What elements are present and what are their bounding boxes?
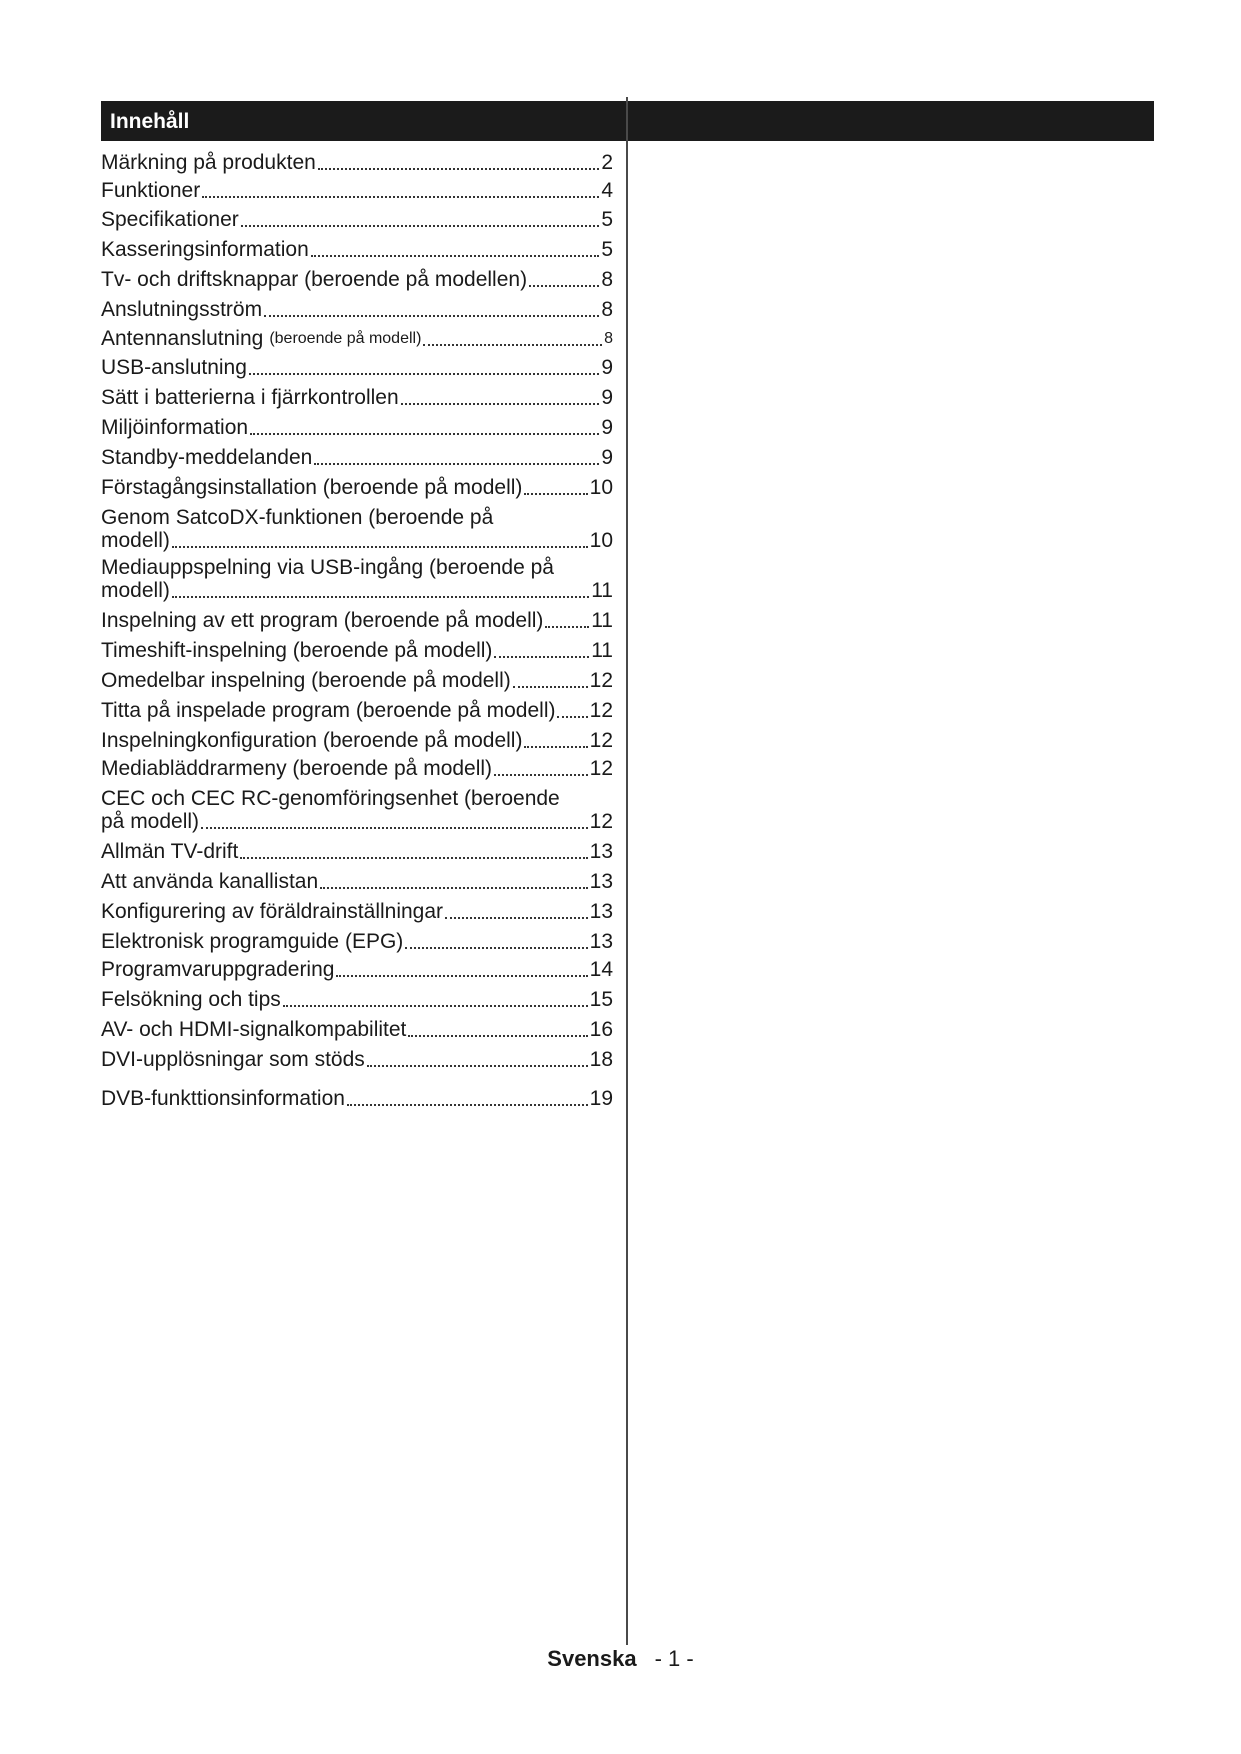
toc-entry-page: 12 [589,669,613,692]
toc-entry[interactable] [101,476,613,499]
toc-leader-dots [249,373,599,375]
toc-entry-title: Att använda kanallistan [101,870,319,893]
toc-leader-dots [172,596,589,598]
toc-leader-dots [201,827,588,829]
toc-entry-title: Timeshift-inspelning (beroende på modell) [101,639,493,662]
toc-entry-page: 9 [601,386,613,409]
toc-entry-page: 12 [589,810,613,833]
toc-entry[interactable] [101,609,613,632]
toc-entry-page: 8 [604,330,613,347]
toc-entry-page: 2 [601,151,613,174]
toc-entry-page: 13 [589,900,613,923]
toc-entry-title: Inspelning av ett program (beroende på modell) [101,609,544,632]
toc-entry-page: 11 [591,579,613,602]
toc-entry-page: 12 [589,729,613,752]
toc-leader-dots [494,656,589,658]
footer-language: Svenska [547,1646,637,1671]
toc-leader-dots [318,168,600,170]
toc-leader-dots [367,1065,588,1067]
page-footer [0,1646,1241,1672]
toc-entry[interactable] [101,268,613,291]
toc-leader-dots [524,746,587,748]
toc-entry[interactable] [101,1048,613,1071]
toc-entry-page: 13 [589,930,613,953]
toc-entry[interactable] [101,1018,613,1041]
toc-entry-page: 16 [589,1018,613,1041]
toc-leader-dots [347,1104,588,1106]
toc-entry-page: 19 [589,1087,613,1110]
toc-leader-dots [423,344,602,346]
toc-entry[interactable] [101,506,613,552]
toc-leader-dots [283,1005,588,1007]
toc-leader-dots [545,626,589,628]
toc-leader-dots [172,546,588,548]
toc-entry-title: Miljöinformation [101,416,249,439]
toc-entry-title: Felsökning och tips [101,988,281,1011]
toc-entry-title: Allmän TV-drift [101,840,239,863]
toc-leader-dots [557,716,587,718]
toc-entry[interactable] [101,151,613,174]
toc-entry-title: Anslutningsström [101,298,263,321]
toc-entry-title: Elektronisk programguide (EPG) [101,930,404,953]
toc-entry-title: Genom SatcoDX-funktionen (beroende på [101,506,494,529]
toc-entry-title: Märkning på produkten [101,151,316,174]
toc-entry[interactable] [101,988,613,1011]
toc-leader-dots [264,315,599,317]
toc-leader-dots [202,196,599,198]
toc-entry-title: DVB-funkttionsinformation [101,1087,345,1110]
toc-entry-title: DVI-upplösningar som stöds [101,1048,365,1071]
toc-entry-title: Konfigurering av föräldrainställningar [101,900,444,923]
toc-leader-dots [445,917,588,919]
toc-entry-page: 11 [591,609,613,632]
toc-leader-dots [524,493,587,495]
toc-entry-title: Sätt i batterierna i fjärrkontrollen [101,386,399,409]
toc-entry-title: CEC och CEC RC-genomföringsenhet (beroende [101,787,560,810]
table-of-contents [101,151,613,1110]
toc-entry-page: 11 [591,639,613,662]
toc-entry[interactable] [101,900,613,923]
toc-entry-title: Programvaruppgradering [101,958,335,981]
toc-heading: Innehåll [110,110,190,133]
toc-entry-page: 10 [589,529,613,552]
toc-entry-title-cont: på modell) [101,810,200,833]
toc-entry-page: 9 [601,446,613,469]
toc-entry-title: USB-anslutning [101,356,247,379]
toc-entry-page: 12 [589,699,613,722]
toc-entry-page: 14 [589,958,613,981]
toc-entry-title: Omedelbar inspelning (beroende på modell) [101,669,511,692]
toc-leader-dots [320,887,587,889]
toc-entry[interactable] [101,327,613,350]
toc-entry-title: Tv- och driftsknappar (beroende på modellen) [101,268,528,291]
toc-entry[interactable] [101,298,613,321]
column-divider [626,97,628,1645]
toc-entry[interactable] [101,729,613,752]
toc-leader-dots [250,433,599,435]
toc-leader-dots [241,225,600,227]
toc-entry-title: AV- och HDMI-signalkompabilitet [101,1018,407,1041]
toc-entry[interactable] [101,1087,613,1110]
toc-entry-title: Specifikationer [101,208,239,231]
toc-leader-dots [408,1035,587,1037]
toc-entry[interactable] [101,556,613,602]
toc-leader-dots [401,403,600,405]
toc-entry-title: Mediabläddrarmeny (beroende på modell) [101,757,493,780]
toc-entry-title: Mediauppspelning via USB-ingång (beroende på [101,556,554,579]
toc-entry-page: 12 [589,757,613,780]
toc-entry-page: 9 [601,356,613,379]
toc-entry-page: 9 [601,416,613,439]
toc-entry[interactable] [101,757,613,780]
toc-entry-title: Funktioner [101,179,201,202]
toc-entry[interactable] [101,238,613,261]
toc-entry-title: Inspelningkonfiguration (beroende på modell) [101,729,523,752]
toc-entry-page: 5 [601,238,613,261]
toc-entry[interactable] [101,840,613,863]
footer-page-number: - 1 - [654,1646,694,1671]
toc-entry[interactable] [101,787,613,833]
toc-entry[interactable] [101,446,613,469]
toc-entry-page: 8 [601,268,613,291]
toc-entry[interactable] [101,870,613,893]
toc-entry-title: Titta på inspelade program (beroende på modell) [101,699,556,722]
toc-leader-dots [311,255,600,257]
toc-entry-page: 13 [589,870,613,893]
toc-entry[interactable] [101,386,613,409]
toc-entry-page: 5 [601,208,613,231]
toc-entry[interactable] [101,416,613,439]
toc-entry-note: (beroende på modell) [269,330,422,347]
toc-entry[interactable] [101,356,613,379]
toc-entry-page: 8 [601,298,613,321]
toc-leader-dots [405,947,587,949]
toc-leader-dots [529,285,599,287]
toc-leader-dots [336,975,587,977]
toc-entry[interactable] [101,179,613,202]
toc-entry-title: Förstagångsinstallation (beroende på modell) [101,476,523,499]
toc-entry[interactable] [101,930,613,953]
toc-entry-title-cont: modell) [101,529,170,552]
toc-leader-dots [314,463,599,465]
toc-entry-page: 4 [601,179,613,202]
toc-leader-dots [513,686,588,688]
toc-entry-page: 10 [589,476,613,499]
toc-entry[interactable] [101,958,613,981]
toc-entry-title: Antennanslutning [101,327,264,350]
toc-entry-title: Standby-meddelanden [101,446,313,469]
toc-leader-dots [240,857,587,859]
toc-entry[interactable] [101,208,613,231]
toc-entry-page: 15 [589,988,613,1011]
toc-entry-title-cont: modell) [101,579,170,602]
toc-entry-page: 18 [589,1048,613,1071]
toc-entry[interactable] [101,669,613,692]
toc-entry-page: 13 [589,840,613,863]
toc-entry[interactable] [101,699,613,722]
toc-leader-dots [494,774,588,776]
toc-entry[interactable] [101,639,613,662]
toc-entry-title: Kasseringsinformation [101,238,309,261]
